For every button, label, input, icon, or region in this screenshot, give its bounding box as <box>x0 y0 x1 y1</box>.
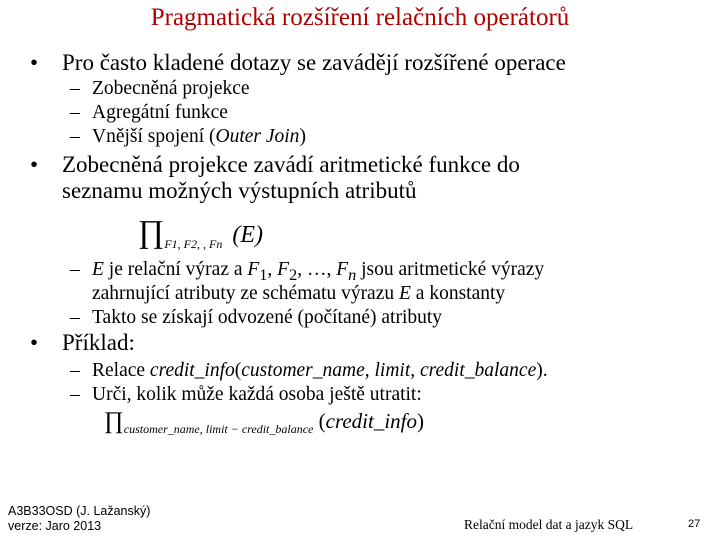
text-italic: customer_name, limit, credit_balance <box>241 360 537 381</box>
bullet-3-text: Příklad: <box>62 330 135 355</box>
subscript: 1 <box>259 265 268 284</box>
product-symbol: ∏ <box>138 213 165 249</box>
text-italic: F <box>247 259 260 280</box>
formula-argument: (E) <box>232 222 263 248</box>
dash: – <box>70 102 80 123</box>
text-italic: E <box>399 283 411 304</box>
sub-item-2-2-text: Takto se získají odvozené (počítané) atributy <box>92 307 443 328</box>
sub-item-3-2 <box>70 384 80 406</box>
subscript: 2 <box>289 265 298 284</box>
sub-item-2-2 <box>70 307 80 329</box>
slide-title: Pragmatická rozšíření relačních operátorů <box>150 4 570 31</box>
sub-item-1-1 <box>70 78 80 100</box>
text-part: je relační výraz a <box>103 259 248 280</box>
bullet-3 <box>30 330 38 356</box>
formula-argument: credit_info <box>325 409 418 433</box>
footer-author: A3B33OSD (J. Lažanský) <box>8 504 151 518</box>
sub-item-2-1 <box>70 259 80 281</box>
bullet-1-text: Pro často kladené dotazy se zavádějí rozšířené operace <box>62 50 566 75</box>
sub-item-1-2-text: Agregátní funkce <box>92 102 228 123</box>
formula-close: ) <box>417 409 425 433</box>
bullet-dot: • <box>30 330 39 355</box>
bullet-dot: • <box>30 50 39 75</box>
text-part: zahrnující atributy ze schématu výrazu <box>92 283 399 304</box>
bullet-2 <box>30 152 38 178</box>
sub-item-1-3 <box>70 126 80 148</box>
text-italic: F <box>277 259 290 280</box>
sub-item-2-1-line2 <box>92 283 505 305</box>
text-part: Vnější spojení ( <box>92 126 216 147</box>
text-part: ( <box>234 360 242 381</box>
text-part: , …, <box>297 259 337 280</box>
bullet-2-line1: Zobecněná projekce zavádí aritmetické funkce do <box>62 152 520 177</box>
sub-item-1-1-text: Zobecněná projekce <box>92 78 250 99</box>
dash: – <box>70 259 80 280</box>
text-part: jsou aritmetické výrazy <box>356 259 545 280</box>
bullet-1 <box>30 50 38 76</box>
sub-item-1-2 <box>70 102 80 124</box>
example-formula <box>104 408 424 437</box>
text-part: a konstanty <box>410 283 506 304</box>
dash: – <box>70 126 80 147</box>
bullet-dot: • <box>30 152 39 177</box>
sub-item-3-2-text: Urči, kolik může každá osoba ještě utratit: <box>92 384 422 405</box>
text-italic: E <box>92 259 104 280</box>
bullet-2-line2: seznamu možných výstupních atributů <box>62 178 417 203</box>
formula-open: ( <box>313 409 326 433</box>
projection-formula <box>138 213 263 252</box>
dash: – <box>70 78 80 99</box>
subscript: n <box>348 265 357 284</box>
dash: – <box>70 307 80 328</box>
text-part: ). <box>536 360 548 381</box>
sub-item-2-1-text <box>92 259 544 285</box>
text-italic: credit_info <box>149 360 235 381</box>
text-part: Relace <box>92 360 150 381</box>
sub-item-1-3-text <box>92 126 306 148</box>
text-part: , <box>267 259 278 280</box>
sub-item-3-1-text <box>92 360 548 382</box>
text-italic: Outer Join <box>215 126 300 147</box>
formula-subscript: F1, F2, , Fn <box>164 237 223 251</box>
text-italic: F <box>336 259 349 280</box>
footer-version: verze: Jaro 2013 <box>8 519 102 533</box>
sub-item-3-1 <box>70 360 80 382</box>
formula-subscript: customer_name, limit − credit_balance <box>123 422 314 436</box>
dash: – <box>70 360 80 381</box>
text-part: ) <box>299 126 306 147</box>
footer-course-title: Relační model dat a jazyk SQL <box>464 517 634 532</box>
product-symbol: ∏ <box>104 408 124 434</box>
page-number: 27 <box>688 518 701 530</box>
dash: – <box>70 384 80 405</box>
